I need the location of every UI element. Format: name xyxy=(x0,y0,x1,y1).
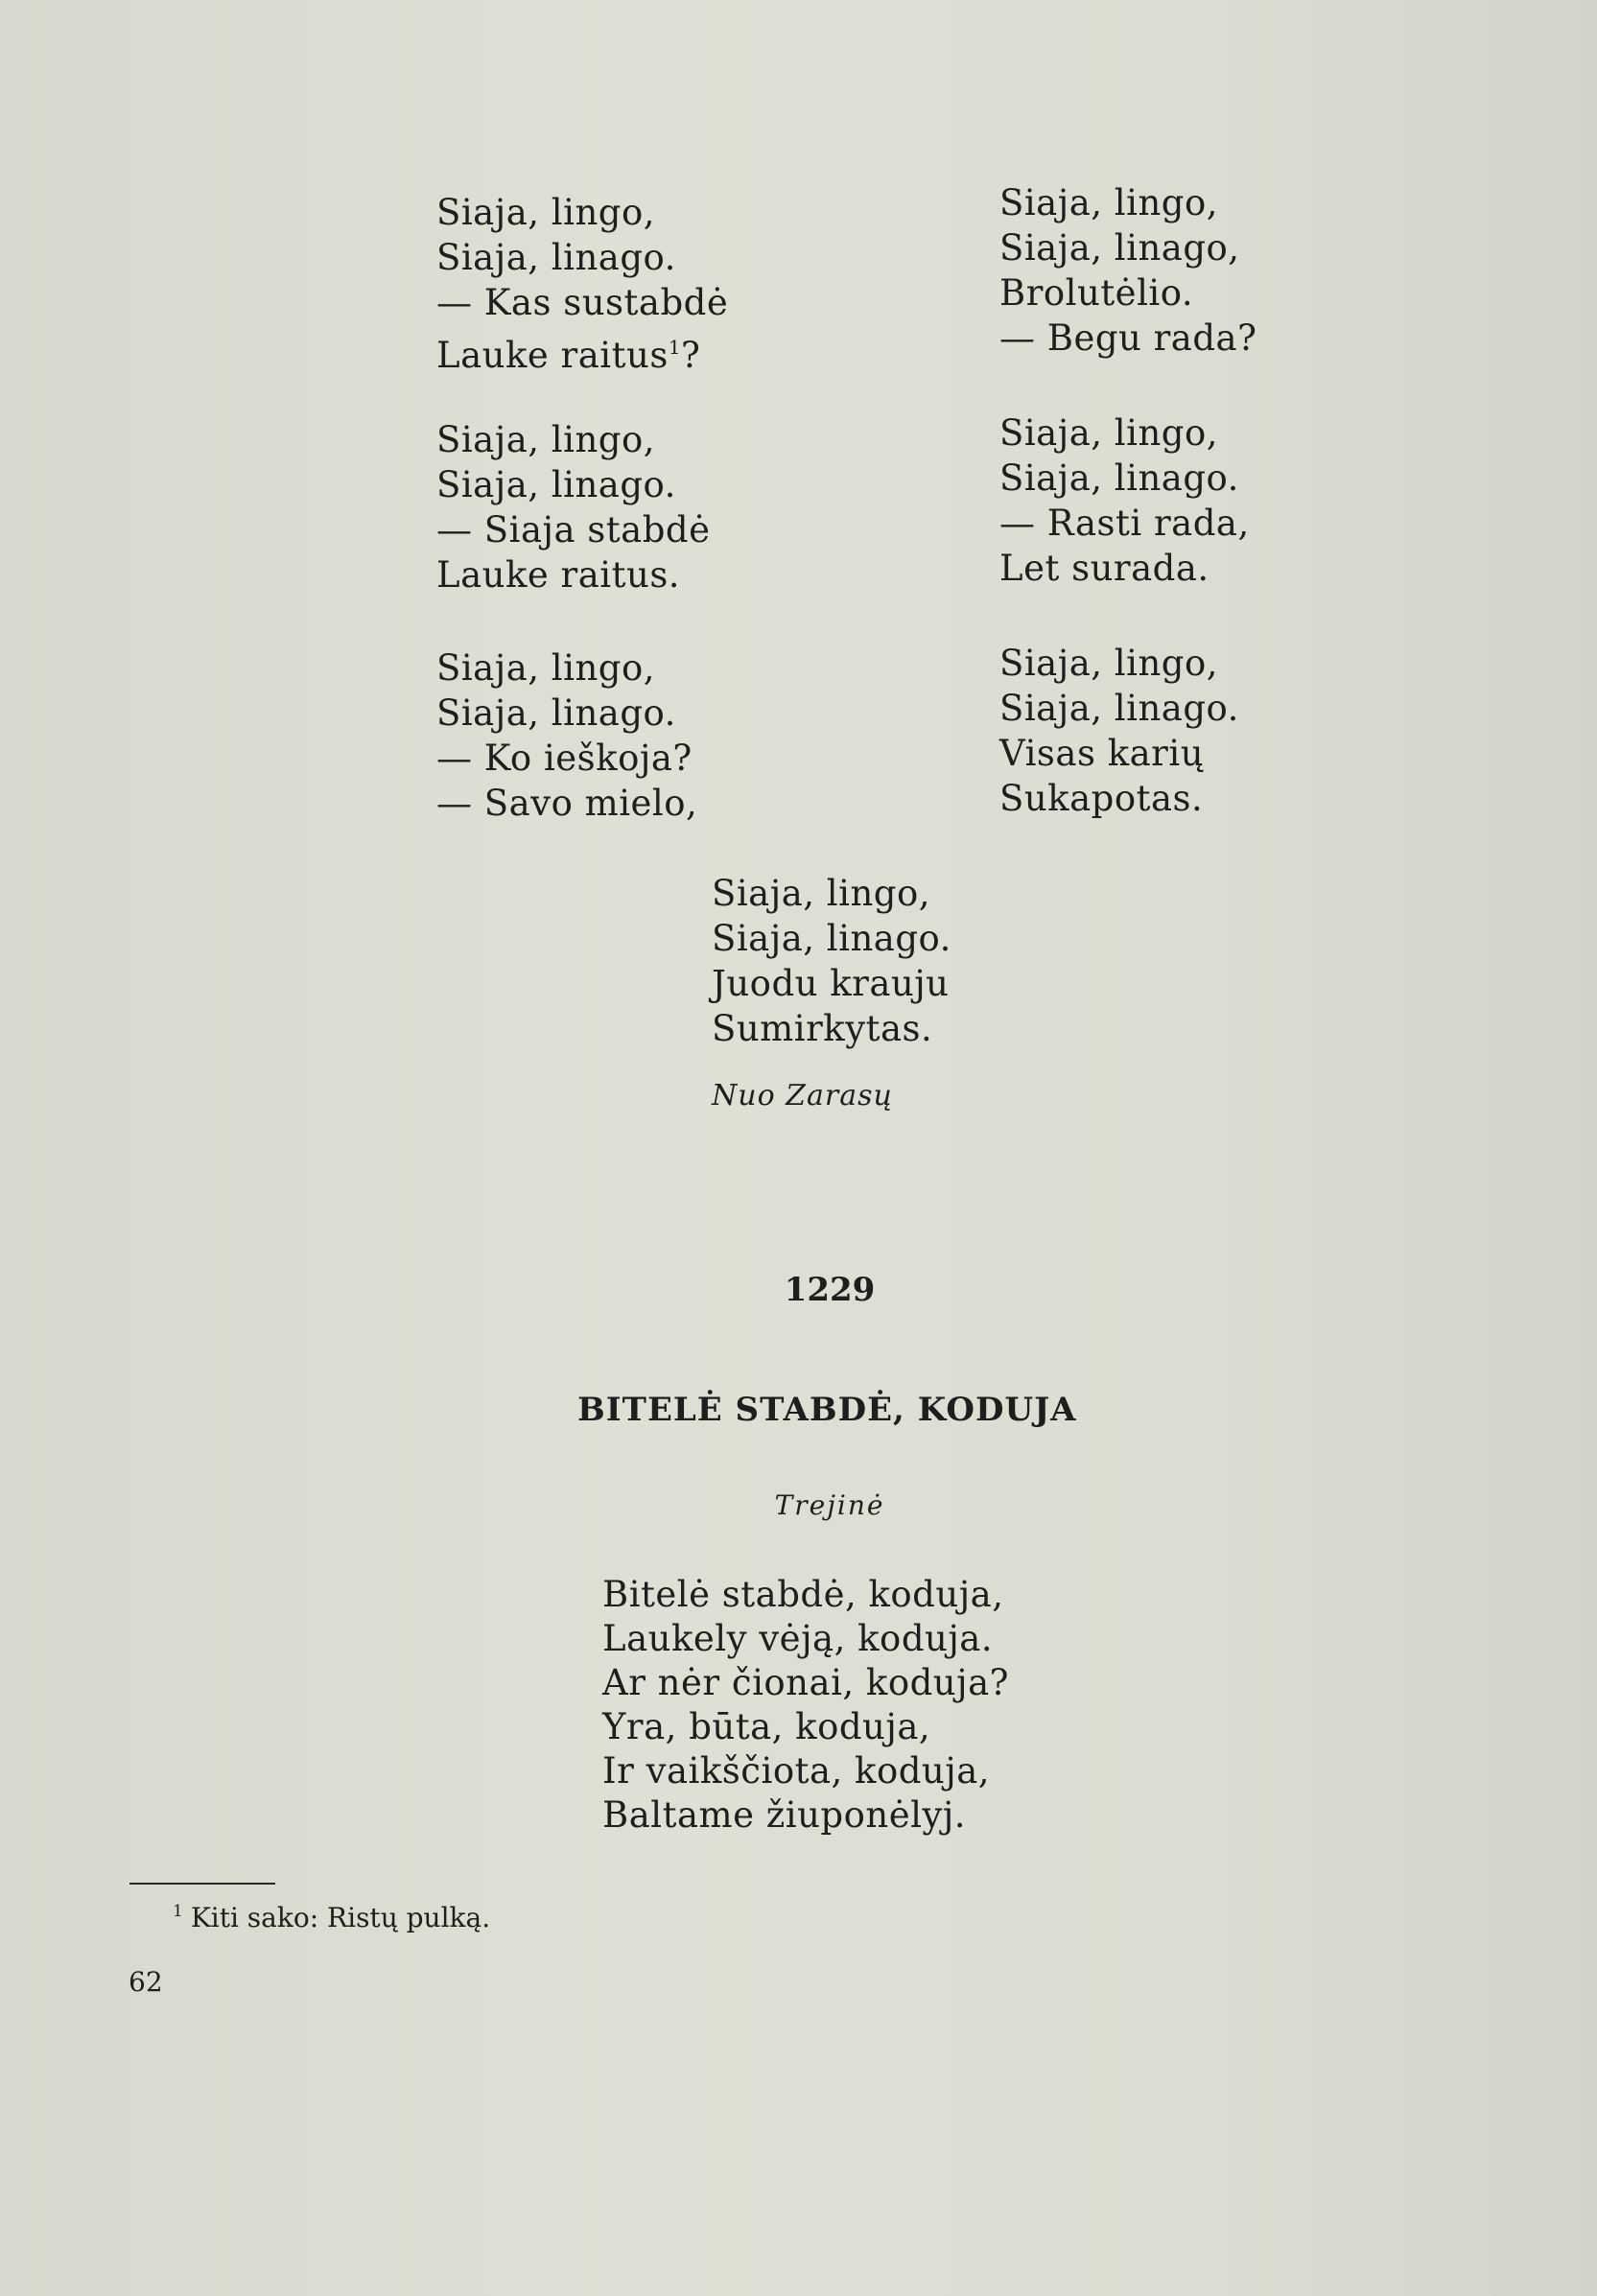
verse-line: Siaja, lingo, xyxy=(712,873,931,914)
verse-line: — Siaja stabdė xyxy=(436,509,711,551)
verse-line: Ar nėr čionai, koduja? xyxy=(602,1662,1009,1703)
verse-line: Sumirkytas. xyxy=(712,1008,933,1049)
page-number: 62 xyxy=(129,1966,163,1998)
verse-punctuation: ? xyxy=(681,335,701,376)
verse-line: Siaja, linago, xyxy=(999,227,1240,269)
verse-line: Siaja, lingo, xyxy=(436,647,656,689)
verse-line: Yra, būta, koduja, xyxy=(602,1706,931,1747)
verse-line: Lauke raitus. xyxy=(436,554,681,596)
verse-line: Bitelė stabdė, koduja, xyxy=(602,1574,1004,1615)
verse-line: Siaja, linago. xyxy=(712,918,951,959)
verse-line: Sukapotas. xyxy=(999,778,1204,819)
verse-line: Siaja, lingo, xyxy=(436,192,656,233)
verse-line: Visas karių xyxy=(999,733,1205,774)
footnote-text: Kiti sako: Ristų pulką. xyxy=(190,1902,491,1933)
verse-line: — Ko ieškoja? xyxy=(436,738,693,779)
verse-line: — Rasti rada, xyxy=(999,503,1250,544)
verse-line: Siaja, lingo, xyxy=(999,412,1219,454)
footnote-divider xyxy=(129,1883,275,1885)
verse-line: — Kas sustabdė xyxy=(436,282,729,323)
verse-line: — Savo mielo, xyxy=(436,783,698,824)
verse-line: Brolutėlio. xyxy=(999,272,1194,314)
source-attribution: Nuo Zarasų xyxy=(712,1079,893,1113)
left-stanza-2 xyxy=(436,417,710,597)
verse-line: Siaja, linago. xyxy=(999,457,1239,499)
footnote xyxy=(173,1902,490,1933)
song-title: BITELĖ STABDĖ, KODUJA xyxy=(577,1391,1077,1429)
closing-stanza xyxy=(712,871,951,1051)
song-number: 1229 xyxy=(784,1271,876,1309)
left-stanza-3 xyxy=(436,645,697,826)
left-stanza-1 xyxy=(436,190,728,378)
verse-line: Siaja, linago. xyxy=(999,688,1239,729)
verse-line: Baltame žiuponėlyj. xyxy=(602,1794,967,1836)
verse-line: Laukely vėją, koduja. xyxy=(602,1618,994,1659)
verse-line: Siaja, lingo, xyxy=(999,643,1219,684)
footnote-marker: 1 xyxy=(173,1902,183,1921)
right-stanza-2 xyxy=(999,410,1250,591)
verse-line: Juodu krauju xyxy=(712,963,950,1004)
verse-line: Siaja, linago. xyxy=(436,237,676,278)
verse-line: Siaja, lingo, xyxy=(999,182,1219,223)
verse-line: Siaja, lingo, xyxy=(436,419,656,460)
verse-line: Let surada. xyxy=(999,548,1209,589)
song-subtitle: Trejinė xyxy=(774,1489,885,1521)
right-stanza-1 xyxy=(999,180,1256,361)
verse-text: Lauke raitus xyxy=(436,335,669,376)
verse-line: Ir vaikščiota, koduja, xyxy=(602,1750,991,1792)
song-stanza xyxy=(602,1573,1009,1838)
verse-line: Siaja, linago. xyxy=(436,464,676,505)
verse-line: — Begu rada? xyxy=(999,317,1257,359)
verse-line: Siaja, linago. xyxy=(436,692,676,734)
right-stanza-3 xyxy=(999,641,1239,821)
footnote-reference: 1 xyxy=(668,336,682,359)
verse-line xyxy=(436,325,728,378)
